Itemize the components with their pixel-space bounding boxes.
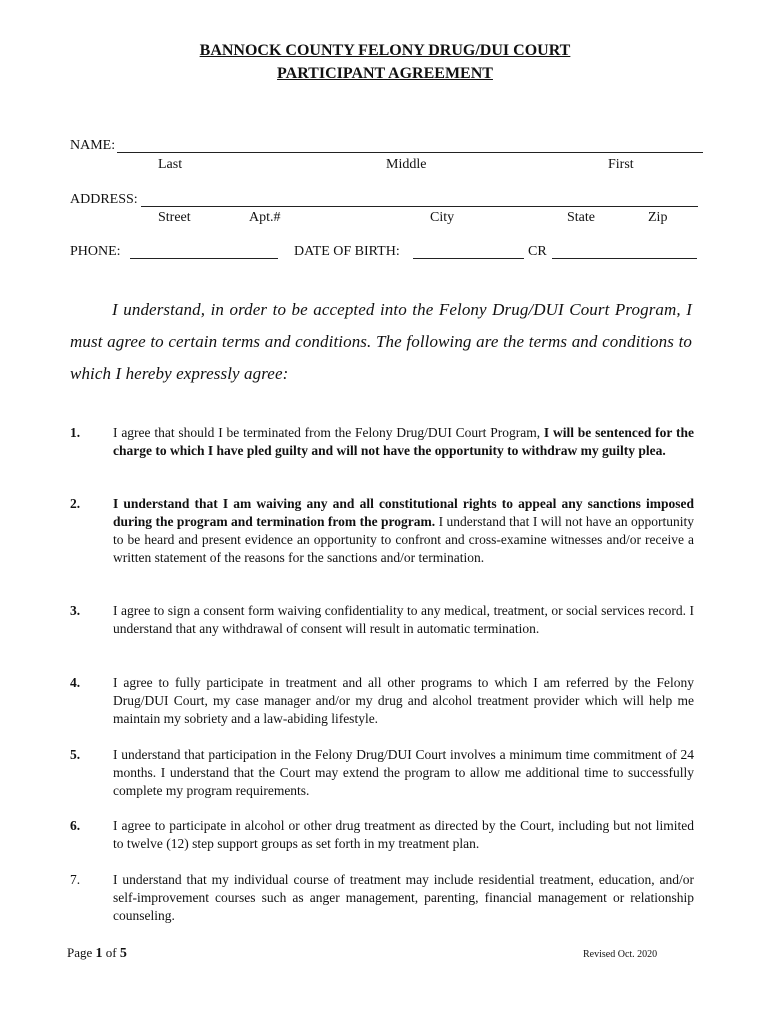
of-word: of: [105, 945, 117, 960]
name-sub-last: Last: [158, 157, 183, 172]
agreement-item: [70, 495, 694, 567]
document-title-line2: PARTICIPANT AGREEMENT: [277, 65, 493, 82]
item-bold-text: I will be sentenced for the charge to which I have pled guilty and will not have the opportunity to withdraw my guilty plea.: [113, 425, 694, 458]
agreement-item: [70, 746, 694, 800]
agreement-item: [70, 602, 694, 638]
name-sub-first: First: [608, 157, 634, 172]
item-text: I agree that should I be terminated from the Felony Drug/DUI Court Program,: [113, 425, 544, 440]
item-number: 4.: [70, 675, 81, 690]
revision-date: Revised Oct. 2020: [583, 949, 658, 960]
address-sub-zip: Zip: [648, 210, 668, 225]
page-number: [67, 945, 127, 962]
item-number: 5.: [70, 747, 81, 762]
item-text: I agree to fully participate in treatment and all other programs to which I am referred by the Felony Drug/DUI Court, my case manager and/or my drug and alcohol treatment provider which will help me maintain my sobriety and a law-abiding lifestyle.: [113, 675, 694, 726]
item-number: 3.: [70, 603, 81, 618]
page-total: 5: [119, 946, 127, 961]
agreement-item: [70, 674, 694, 728]
document-title-line1: BANNOCK COUNTY FELONY DRUG/DUI COURT: [199, 42, 571, 59]
address-field[interactable]: [141, 206, 698, 207]
dob-field[interactable]: [413, 258, 524, 259]
page-word: Page: [67, 945, 93, 960]
cr-label: CR: [528, 244, 547, 259]
item-number: 6.: [70, 818, 81, 833]
address-sub-apt: Apt.#: [249, 210, 281, 225]
agreement-item: [70, 424, 694, 460]
item-text: I understand that my individual course of treatment may include residential treatment, education, and/or self-improvement courses such as anger management, parenting, financial management or relationship counseling.: [113, 872, 694, 923]
phone-label: PHONE:: [70, 244, 121, 259]
address-sub-state: State: [567, 210, 595, 225]
item-text: I agree to participate in alcohol or other drug treatment as directed by the Court, including but not limited to twelve (12) step support groups as set forth in my treatment plan.: [113, 818, 694, 851]
cr-field[interactable]: [552, 258, 697, 259]
address-label: ADDRESS:: [70, 192, 138, 207]
item-bold-text: I understand that I am waiving any and all constitutional rights to appeal any sanctions imposed during the program and termination from the program.: [113, 496, 694, 529]
dob-label: DATE OF BIRTH:: [294, 244, 400, 259]
page-current: 1: [95, 946, 103, 961]
name-field[interactable]: [117, 152, 703, 153]
item-number: 7.: [70, 872, 81, 887]
item-text-post: I understand that I will not have an opportunity to be heard and present evidence an opportunity to confront and cross-examine witnesses and/or receive a written statement of the reasons for the sanctions and/or termination.: [113, 514, 694, 565]
item-number: 2.: [70, 496, 81, 511]
item-text: I agree to sign a consent form waiving confidentiality to any medical, treatment, or social services record. I understand that any withdrawal of consent will result in automatic termination.: [113, 603, 694, 636]
address-sub-street: Street: [158, 210, 191, 225]
item-number: 1.: [70, 425, 81, 440]
item-text: I understand that participation in the Felony Drug/DUI Court involves a minimum time commitment of 24 months. I understand that the Court may extend the program to allow me additional time to successfully complete my program requirements.: [113, 747, 694, 798]
name-sub-middle: Middle: [386, 157, 427, 172]
agreement-item: [70, 871, 694, 925]
intro-paragraph: I understand, in order to be accepted into the Felony Drug/DUI Court Program, I must agree to certain terms and conditions. The following are the terms and conditions to which I hereby expressly agree:: [70, 300, 692, 383]
name-label: NAME:: [70, 138, 116, 153]
address-sub-city: City: [430, 210, 455, 225]
agreement-item: [70, 817, 694, 853]
phone-field[interactable]: [130, 258, 278, 259]
